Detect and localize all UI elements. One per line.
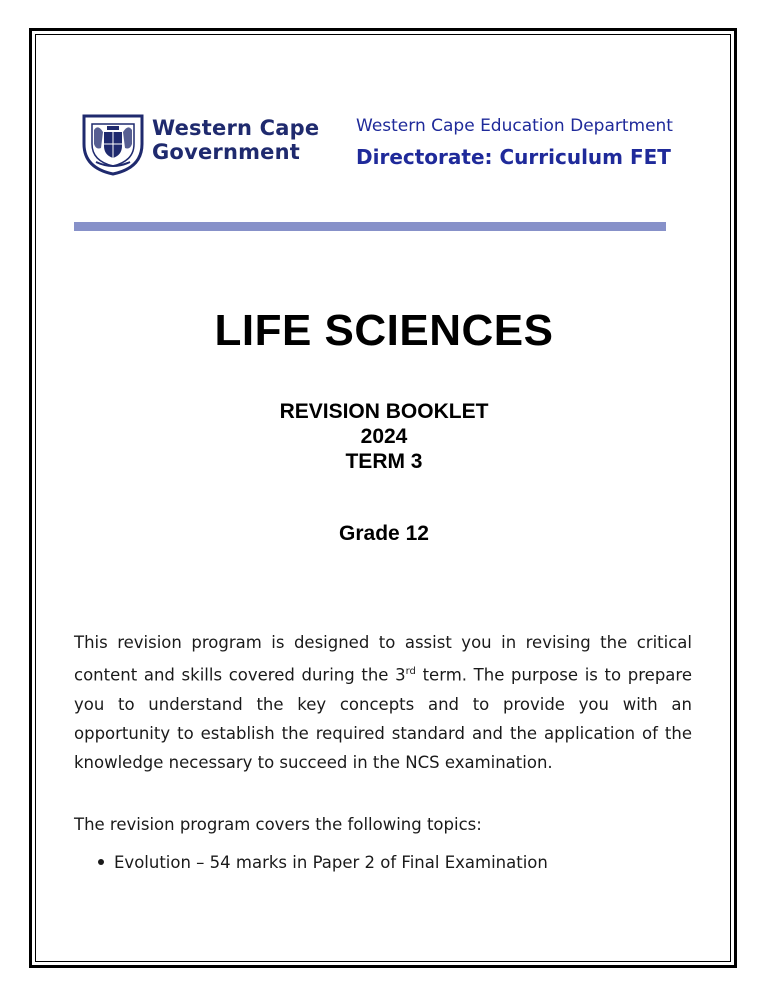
logo-text-line1: Western Cape: [152, 116, 320, 140]
topic-list-item: [98, 853, 548, 872]
header-divider-bar: [74, 222, 666, 231]
directorate-name: Directorate: Curriculum FET: [356, 145, 671, 169]
para-superscript: rd: [405, 666, 416, 677]
logo-wordmark: [152, 116, 319, 164]
subtitle-booklet: REVISION BOOKLET: [279, 400, 489, 423]
logo-text-line2: Government: [152, 140, 301, 164]
topic-text: Evolution – 54 marks in Paper 2 of Final Examination: [114, 853, 548, 872]
subtitle-term: TERM 3: [345, 450, 423, 473]
intro-paragraph: [74, 628, 692, 777]
para-part1: This revision program is designed to assist you in revising the critical content and skills covered during the 3: [74, 633, 692, 685]
department-name: Western Cape Education Department: [356, 116, 673, 136]
topics-intro: The revision program covers the following topics:: [74, 815, 482, 834]
bullet-icon: [98, 859, 104, 865]
subtitle-year: 2024: [360, 425, 408, 448]
page-title: LIFE SCIENCES: [214, 306, 554, 355]
para-part2: term. The purpose is to prepare you to understand the key concepts and to provide you with an opportunity to establish the required standard and the application of the knowledge necessary to succeed in the NCS examination.: [74, 665, 692, 772]
coat-of-arms-logo: [78, 108, 148, 183]
grade-label: Grade 12: [339, 522, 429, 545]
